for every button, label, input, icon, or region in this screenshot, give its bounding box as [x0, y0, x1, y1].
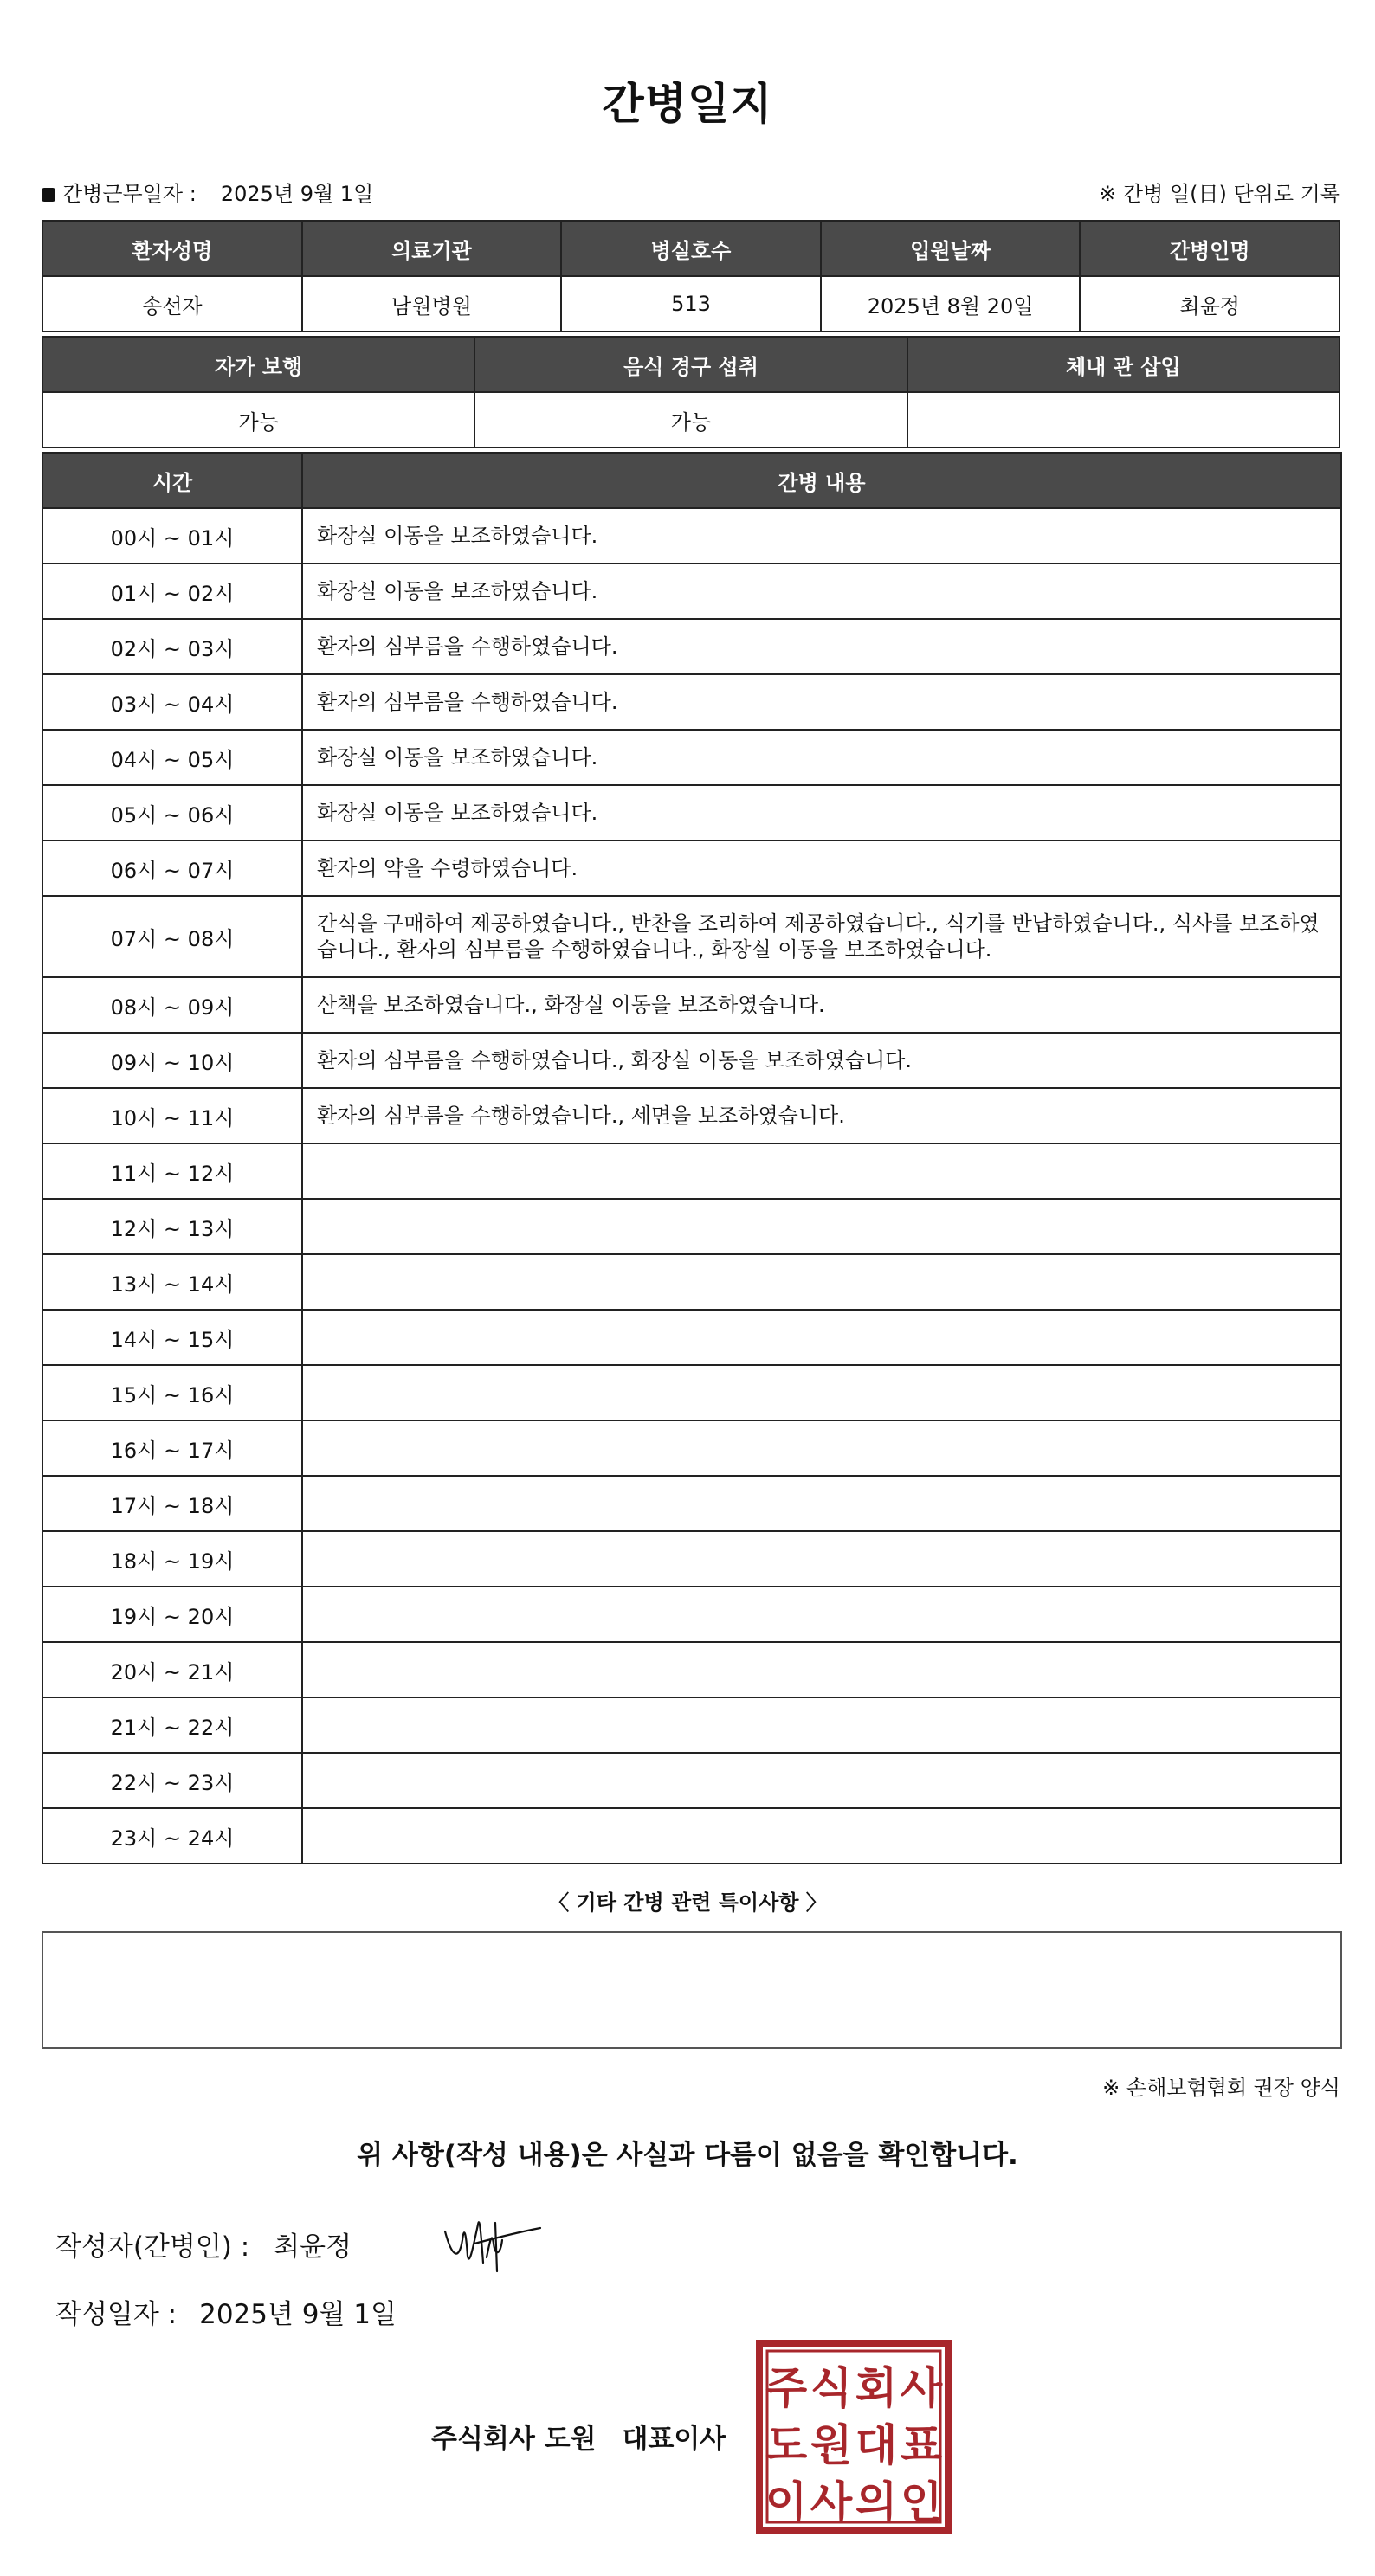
- care-content: [302, 1753, 1341, 1808]
- table-row: [42, 1642, 1341, 1697]
- hourly-care-log-table: [42, 452, 1342, 1864]
- seal-glyph: 도: [765, 2420, 808, 2470]
- table-row: [42, 730, 1341, 785]
- care-content: 화장실 이동을 보조하였습니다.: [302, 785, 1341, 840]
- time-slot: 15시 ~ 16시: [42, 1365, 302, 1420]
- care-content: 환자의 심부름을 수행하였습니다.: [302, 674, 1341, 730]
- care-content: 화장실 이동을 보조하였습니다.: [302, 508, 1341, 564]
- confirmation-statement: 위 사항(작성 내용)은 사실과 다름이 없음을 확인합니다.: [357, 2140, 1018, 2171]
- care-content: 화장실 이동을 보조하였습니다.: [302, 564, 1341, 619]
- seal-glyph: 식: [810, 2363, 853, 2413]
- time-slot: 18시 ~ 19시: [42, 1531, 302, 1587]
- time-slot: 17시 ~ 18시: [42, 1476, 302, 1531]
- time-slot: 23시 ~ 24시: [42, 1808, 302, 1864]
- seal-glyph: 이: [765, 2477, 808, 2528]
- care-content: [302, 1642, 1341, 1697]
- time-slot: 07시 ~ 08시: [42, 896, 302, 977]
- bullet-square-icon: [42, 188, 55, 202]
- care-content: [302, 1420, 1341, 1476]
- time-slot: 08시 ~ 09시: [42, 977, 302, 1033]
- table-row: [42, 1199, 1341, 1254]
- patient-name: 송선자: [42, 276, 302, 332]
- time-slot: 19시 ~ 20시: [42, 1587, 302, 1642]
- work-date-label: 간병근무일자 :: [62, 182, 197, 206]
- insurer-form-note: ※ 손해보험협회 권장 양식: [1102, 2076, 1340, 2100]
- header-tube-insertion: 체내 관 삽입: [907, 337, 1339, 392]
- time-slot: 12시 ~ 13시: [42, 1199, 302, 1254]
- header-room: 병실호수: [561, 221, 821, 276]
- patient-info-table: [42, 220, 1340, 332]
- care-content: 간식을 구매하여 제공하였습니다., 반찬을 조리하여 제공하였습니다., 식기를 반납하였습니다., 식사를 보조하였습니다., 환자의 심부름을 수행하였습니다., 화장실 이동을 보조하였습니다.: [302, 896, 1341, 977]
- care-log-rows: [42, 508, 1341, 1864]
- care-content: [302, 1365, 1341, 1420]
- care-content: [302, 1199, 1341, 1254]
- table-row: [42, 1254, 1341, 1310]
- seal-glyph: 주: [765, 2363, 808, 2413]
- care-content: 환자의 약을 수령하였습니다.: [302, 840, 1341, 896]
- time-slot: 20시 ~ 21시: [42, 1642, 302, 1697]
- company-representative: 대표이사: [622, 2424, 726, 2455]
- care-content: [302, 1143, 1341, 1199]
- table-row: [42, 785, 1341, 840]
- care-content: [302, 1310, 1341, 1365]
- table-row: [42, 1365, 1341, 1420]
- time-slot: 16시 ~ 17시: [42, 1420, 302, 1476]
- time-slot: 03시 ~ 04시: [42, 674, 302, 730]
- table-row: [42, 1808, 1341, 1864]
- seal-glyph: 의: [855, 2477, 898, 2528]
- care-content: [302, 1808, 1341, 1864]
- header-caregiver-name: 간병인명: [1080, 221, 1339, 276]
- care-content: 화장실 이동을 보조하였습니다.: [302, 730, 1341, 785]
- table-row: [42, 896, 1341, 977]
- time-slot: 09시 ~ 10시: [42, 1033, 302, 1088]
- care-content: [302, 1531, 1341, 1587]
- time-slot: 06시 ~ 07시: [42, 840, 302, 896]
- written-date-value: 2025년 9월 1일: [199, 2299, 397, 2330]
- care-content: [302, 1697, 1341, 1753]
- patient-ability-table: [42, 336, 1340, 448]
- header-care-content: 간병 내용: [302, 453, 1341, 508]
- time-slot: 05시 ~ 06시: [42, 785, 302, 840]
- company-name: 주식회사 도원: [431, 2424, 597, 2455]
- time-slot: 00시 ~ 01시: [42, 508, 302, 564]
- header-hospital: 의료기관: [302, 221, 562, 276]
- header-oral-intake: 음식 경구 섭취: [474, 337, 907, 392]
- table-row: [42, 1587, 1341, 1642]
- table-row: [42, 1476, 1341, 1531]
- table-row: [42, 840, 1341, 896]
- caregiver-name: 최윤정: [1080, 276, 1339, 332]
- room-number: 513: [561, 276, 821, 332]
- seal-glyph: 회: [855, 2363, 898, 2413]
- table-row: [42, 508, 1341, 564]
- care-content: [302, 1254, 1341, 1310]
- time-slot: 10시 ~ 11시: [42, 1088, 302, 1143]
- author-label: 작성자(간병인) :: [55, 2231, 250, 2263]
- self-walking-value: 가능: [42, 392, 474, 448]
- care-content: 산책을 보조하였습니다., 화장실 이동을 보조하였습니다.: [302, 977, 1341, 1033]
- care-content: 환자의 심부름을 수행하였습니다.: [302, 619, 1341, 674]
- header-time: 시간: [42, 453, 302, 508]
- time-slot: 13시 ~ 14시: [42, 1254, 302, 1310]
- table-row: [42, 674, 1341, 730]
- table-row: [42, 1088, 1341, 1143]
- header-self-walking: 자가 보행: [42, 337, 474, 392]
- table-row: [42, 1033, 1341, 1088]
- hospital-name: 남원병원: [302, 276, 562, 332]
- seal-glyph: 대: [855, 2420, 898, 2470]
- tube-insertion-value: [907, 392, 1339, 448]
- seal-glyph: 사: [810, 2477, 853, 2528]
- unit-note: ※ 간병 일(日) 단위로 기록: [1099, 182, 1340, 206]
- admission-date: 2025년 8월 20일: [821, 276, 1081, 332]
- work-date-value: 2025년 9월 1일: [220, 182, 374, 206]
- work-date-line: [42, 177, 373, 207]
- time-slot: 21시 ~ 22시: [42, 1697, 302, 1753]
- company-line: [431, 2417, 726, 2456]
- table-row: [42, 1143, 1341, 1199]
- table-row: [42, 977, 1341, 1033]
- care-content: 환자의 심부름을 수행하였습니다., 세면을 보조하였습니다.: [302, 1088, 1341, 1143]
- table-row: [42, 1531, 1341, 1587]
- author-line: [55, 2225, 352, 2264]
- care-content: [302, 1476, 1341, 1531]
- oral-intake-value: 가능: [474, 392, 907, 448]
- special-notes-title: 〈 기타 간병 관련 특이사항 〉: [548, 1890, 827, 1915]
- table-row: [42, 1697, 1341, 1753]
- special-notes-box: [42, 1931, 1342, 2049]
- header-patient-name: 환자성명: [42, 221, 302, 276]
- written-date-line: [55, 2292, 397, 2331]
- table-row: [42, 1753, 1341, 1808]
- seal-glyph: 사: [900, 2363, 943, 2413]
- seal-glyph: 표: [900, 2420, 943, 2470]
- time-slot: 02시 ~ 03시: [42, 619, 302, 674]
- time-slot: 22시 ~ 23시: [42, 1753, 302, 1808]
- table-row: [42, 619, 1341, 674]
- care-content: [302, 1587, 1341, 1642]
- time-slot: 11시 ~ 12시: [42, 1143, 302, 1199]
- table-row: [42, 1310, 1341, 1365]
- time-slot: 04시 ~ 05시: [42, 730, 302, 785]
- seal-glyph: 인: [900, 2477, 943, 2528]
- time-slot: 14시 ~ 15시: [42, 1310, 302, 1365]
- table-row: [42, 1420, 1341, 1476]
- author-name: 최윤정: [274, 2231, 352, 2263]
- page-title: 간병일지: [602, 79, 773, 129]
- seal-glyph: 원: [810, 2420, 853, 2470]
- time-slot: 01시 ~ 02시: [42, 564, 302, 619]
- header-admission-date: 입원날짜: [821, 221, 1081, 276]
- company-seal-stamp: [755, 2339, 952, 2534]
- written-date-label: 작성일자 :: [55, 2299, 178, 2330]
- care-content: 환자의 심부름을 수행하였습니다., 화장실 이동을 보조하였습니다.: [302, 1033, 1341, 1088]
- handwritten-signature: [440, 2206, 544, 2275]
- table-row: [42, 564, 1341, 619]
